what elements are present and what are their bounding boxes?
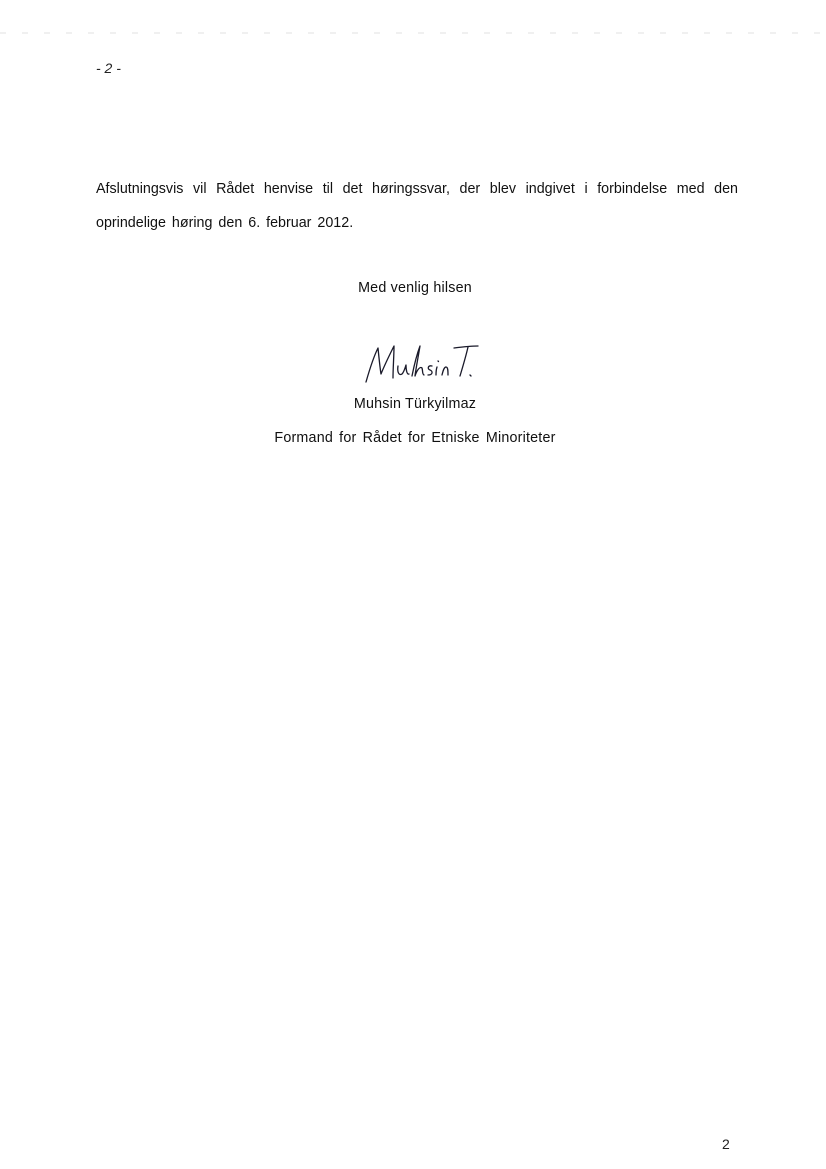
signer-name: Muhsin Türkyilmaz [353, 396, 477, 412]
scan-edge-artifact [0, 32, 826, 34]
page-number: 2 [722, 1136, 730, 1152]
closing-greeting: Med venlig hilsen [358, 280, 472, 296]
handwritten-signature [362, 338, 482, 388]
body-paragraph: Afslutningsvis vil Rådet henvise til det høringssvar, der blev indgivet i forbindelse med den oprindelige høring den 6. februar 2012. [96, 181, 738, 231]
signer-title: Formand for Rådet for Etniske Minoriteter [274, 430, 556, 446]
page-marker: - 2 - [96, 60, 121, 76]
